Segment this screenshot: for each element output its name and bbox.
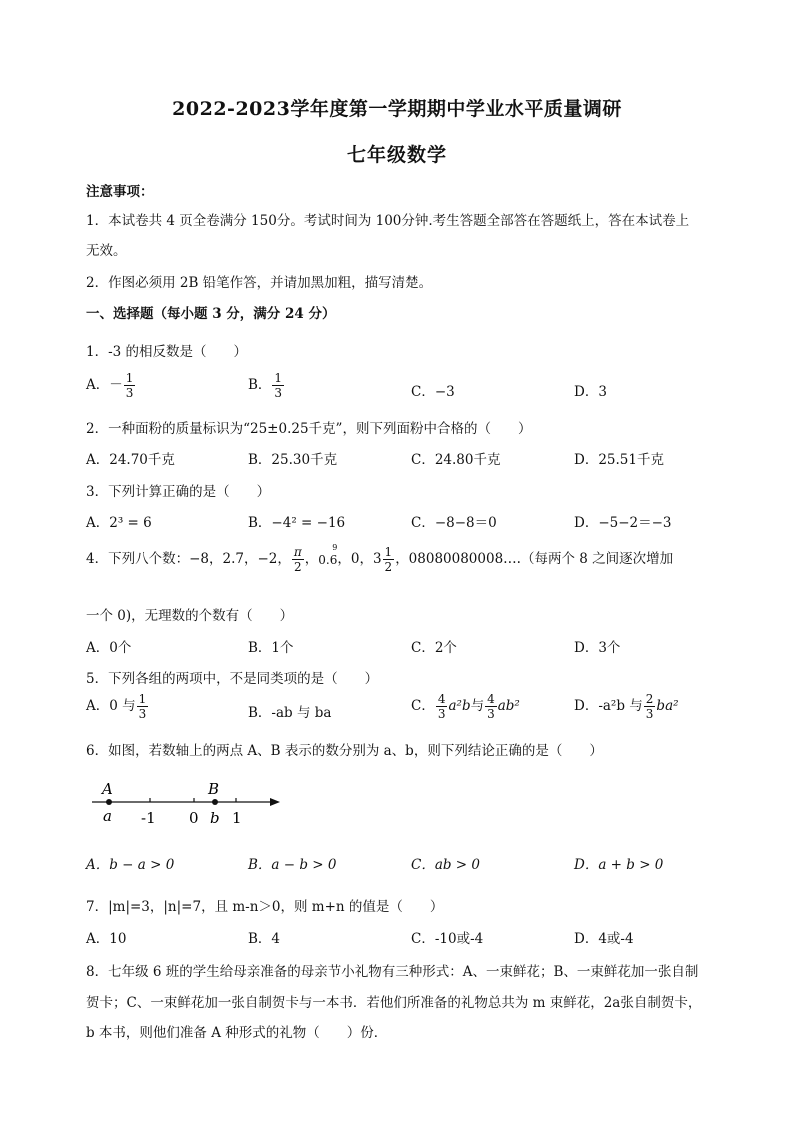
number-line-figure [90, 776, 290, 832]
fraction: $\frac{4}{3}$ [487, 692, 495, 721]
question-1-option-a: A．－ $\frac{1}{3}$ [86, 371, 134, 400]
question-5-option-a: A．0 与 $\frac{1}{3}$ [86, 692, 147, 721]
fraction: $\frac{1}{2}$ [384, 545, 393, 574]
label-point-a: A [102, 780, 113, 798]
question-2-option-d: D．25.51千克 [574, 452, 664, 468]
question-8-stem-line-1: 8．七年级 6 班的学生给母亲准备的母亲节小礼物有三种形式：A、一束鲜花；B、一束鲜花加一张自制 [86, 964, 699, 980]
tick-label-0: 0 [189, 809, 199, 827]
question-4-option-b: B．1个 [248, 640, 294, 656]
question-5-stem: 5．下列各组的两项中，不是同类项的是（ ） [86, 671, 379, 687]
question-6-option-d: D．a + b > 0 [574, 857, 664, 873]
exam-title: 2022-2023学年度第一学期期中学业水平质量调研 [172, 98, 622, 120]
question-5-option-b: B．-ab 与 ba [248, 705, 332, 721]
exam-subtitle: 七年级数学 [346, 144, 447, 166]
question-7-option-c: C．-10或-4 [411, 931, 484, 947]
question-3-option-d: D．−5−2＝−3 [574, 515, 672, 531]
question-6-option-a: A．b − a > 0 [86, 857, 175, 873]
question-3-option-a: A．2³ = 6 [86, 515, 152, 531]
point-b-dot [212, 799, 218, 805]
question-8-stem-line-3: b 本书，则他们准备 A 种形式的礼物（ ）份． [86, 1025, 388, 1041]
fraction: $\frac{4}{3}$ [437, 692, 446, 721]
question-2-option-a: A．24.70千克 [86, 452, 175, 468]
question-2-option-c: C．24.80千克 [411, 452, 501, 468]
section-1-heading: 一、选择题（每小题 3 分，满分 24 分） [86, 306, 336, 322]
tick-label-1: 1 [232, 809, 242, 827]
label-point-b: B [208, 780, 220, 798]
notice-item-2: 2．作图必须用 2B 铅笔作答，并请加黑加粗，描写清楚。 [86, 275, 433, 291]
question-4-option-a: A．0个 [86, 640, 132, 656]
question-4-option-d: D．3个 [574, 640, 621, 656]
label-var-b: b [210, 809, 220, 827]
question-7-option-a: A．10 [86, 931, 127, 947]
notice-heading: 注意事项： [86, 184, 154, 200]
fraction: $\frac{1}{3}$ [274, 371, 283, 400]
fraction: $\frac{2}{3}$ [645, 692, 654, 721]
question-3-option-c: C．−8−8＝0 [411, 515, 497, 531]
question-1-option-b: B． $\frac{1}{3}$ [248, 371, 283, 400]
repeating-decimal: 9 0.6 [318, 542, 338, 567]
notice-item-1-line-1: 1．本试卷共 4 页全卷满分 150分。考试时间为 100分钟.考生答题全部答在答题纸上，答在本试卷上 [86, 213, 690, 229]
question-6-stem: 6．如图，若数轴上的两点 A、B 表示的数分别为 a、b，则下列结论正确的是（ ） [86, 743, 603, 759]
fraction: $\frac{1}{3}$ [138, 692, 147, 721]
label-var-a: a [103, 807, 112, 825]
question-3-option-b: B．−4² = −16 [248, 515, 346, 531]
question-6-option-c: C．ab > 0 [411, 857, 481, 873]
question-1-stem: 1．-3 的相反数是（ ） [86, 344, 248, 360]
notice-item-1-line-2: 无效。 [86, 243, 127, 259]
question-2-stem: 2．一种面粉的质量标识为“25±0.25千克”，则下列面粉中合格的（ ） [86, 421, 532, 437]
question-5-option-d: D．-a²b 与 $\frac{2}{3}$ ba² [574, 692, 679, 721]
question-4-stem-line-2: 一个 0)，无理数的个数有（ ） [86, 608, 294, 624]
question-5-option-c: C． $\frac{4}{3}$ a²b与 $\frac{4}{3}$ ab² [411, 692, 520, 721]
question-4-stem: 4．下列八个数：−8，2.7，−2， $\frac{\pi}{2}$ ， 9 0.6，0，3 $\frac{1}{2}$ ，08080080008….（每两个 8 之间逐次增加 [86, 542, 674, 574]
question-7-option-d: D．4或-4 [574, 931, 634, 947]
question-1-option-c: C．−3 [411, 384, 455, 400]
tick-label-minus-1: -1 [141, 809, 156, 827]
fraction-pi-over-2: $\frac{\pi}{2}$ [293, 545, 302, 574]
question-6-option-b: B．a − b > 0 [248, 857, 337, 873]
question-4-option-c: C．2个 [411, 640, 457, 656]
question-2-option-b: B．25.30千克 [248, 452, 338, 468]
question-7-option-b: B．4 [248, 931, 281, 947]
point-a-dot [106, 799, 112, 805]
fraction: $\frac{1}{3}$ [125, 371, 134, 400]
question-8-stem-line-2: 贺卡；C、一束鲜花加一张自制贺卡与一本书．若他们所准备的礼物总共为 m 束鲜花，2a张自制贺卡， [86, 995, 702, 1011]
question-7-stem: 7．|m|=3，|n|=7，且 m-n＞0，则 m+n 的值是（ ） [86, 899, 444, 915]
question-1-option-d: D．3 [574, 384, 607, 400]
question-3-stem: 3．下列计算正确的是（ ） [86, 484, 271, 500]
number-line-arrow [270, 798, 280, 806]
